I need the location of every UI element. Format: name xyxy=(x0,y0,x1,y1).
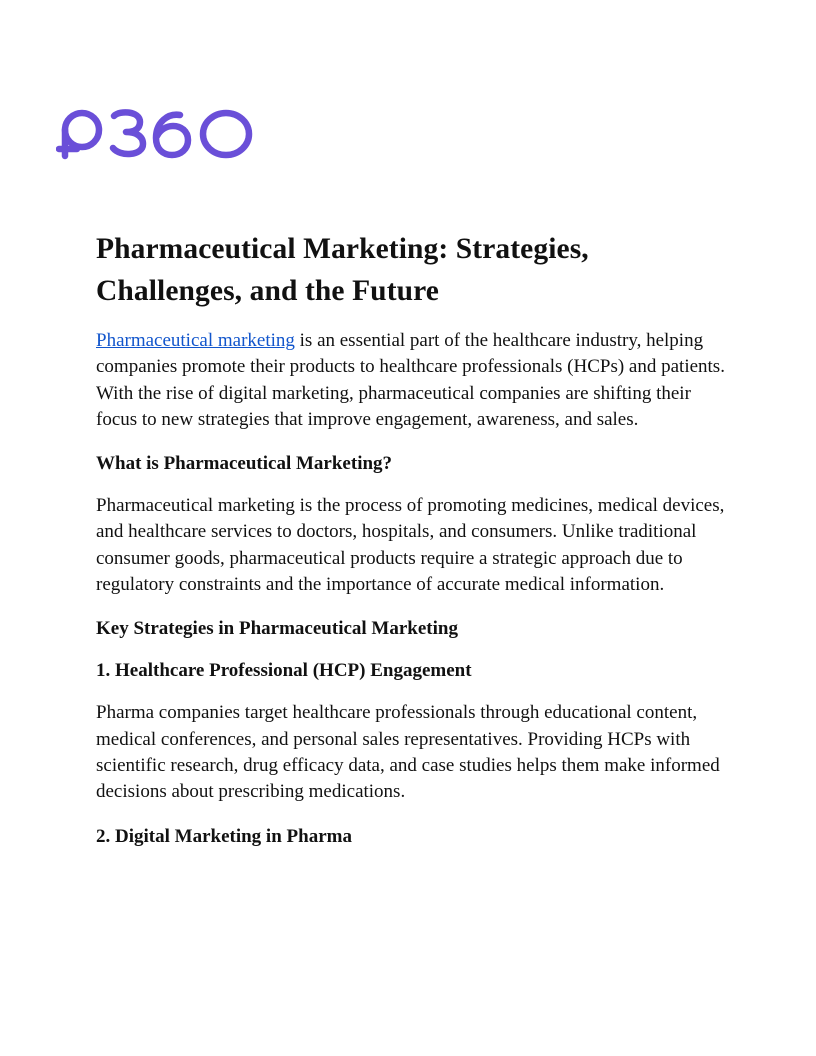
intro-paragraph xyxy=(96,328,726,433)
section-paragraph-what-is: Pharmaceutical marketing is the process of promoting medicines, medical devices, and healthcare services to doctors, hospitals, and consumers. Unlike traditional consumer goods, pharmaceutical products require a strategic approach due to regulatory constraints and the importance of accurate medical information. xyxy=(96,495,725,596)
pharmaceutical-marketing-link[interactable]: Pharmaceutical marketing xyxy=(96,330,295,351)
article-body xyxy=(96,228,726,866)
p360-logo xyxy=(56,106,256,162)
intro-text: is an essential part of the healthcare industry, helping companies promote their products to healthcare professionals (HCPs) and patients. With the rise of digital marketing, pharmaceutical companies are shifting their focus to new strategies that improve engagement, awareness, and sales. xyxy=(96,330,725,430)
section-heading-digital-marketing: 2. Digital Marketing in Pharma xyxy=(96,825,352,847)
section-paragraph-hcp-engagement: Pharma companies target healthcare professionals through educational content, medical conferences, and personal sales representatives. Providing HCPs with scientific research, drug efficacy data, and case studies helps them make informed decisions about prescribing medications. xyxy=(96,702,720,803)
article-title: Pharmaceutical Marketing: Strategies, Challenges, and the Future xyxy=(96,233,589,307)
section-heading-key-strategies: Key Strategies in Pharmaceutical Marketing xyxy=(96,618,458,640)
p360-logo-icon xyxy=(56,106,256,162)
section-heading-hcp-engagement: 1. Healthcare Professional (HCP) Engagement xyxy=(96,660,472,682)
section-heading-what-is: What is Pharmaceutical Marketing? xyxy=(96,453,393,475)
